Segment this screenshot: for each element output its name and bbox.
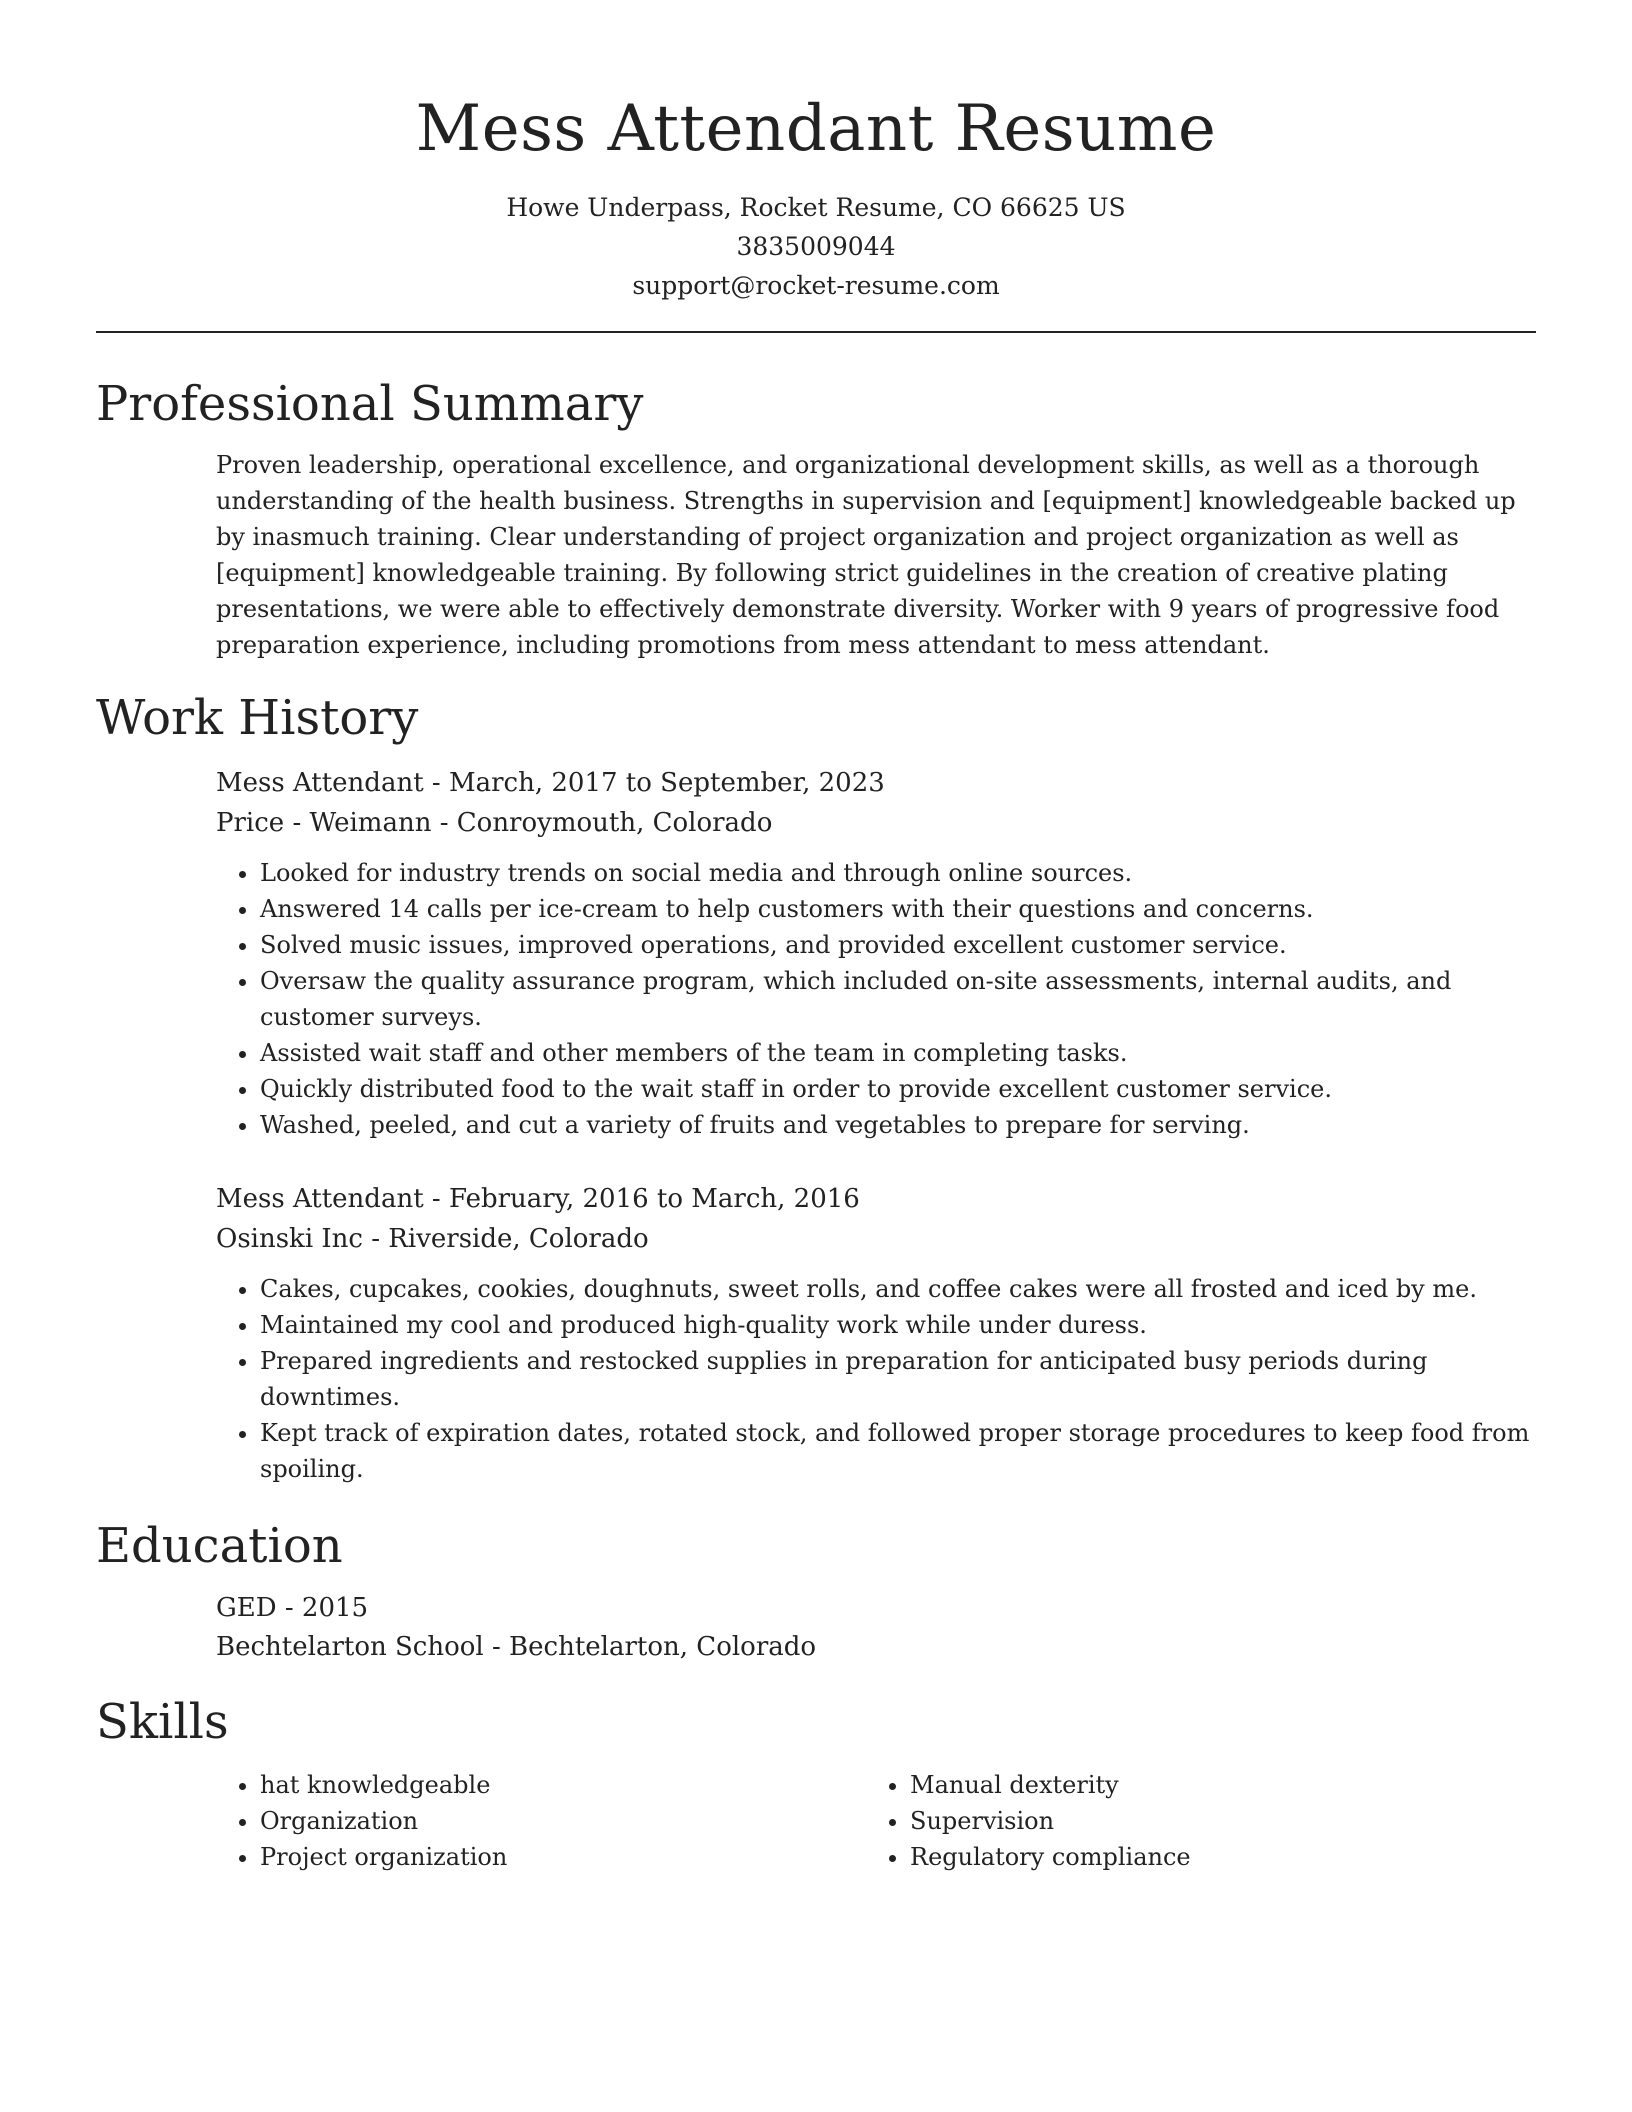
duty-item: • Kept track of expiration dates, rotated stock, and followed proper storage procedures to keep food from spoiling. xyxy=(260,1415,1536,1487)
skills-list xyxy=(866,1767,1516,1875)
contact-phone: 3835009044 xyxy=(736,232,896,261)
skills-grid xyxy=(216,1767,1536,1875)
skill-item: • hat knowledgeable xyxy=(260,1767,866,1803)
header-divider xyxy=(96,331,1536,333)
job-company-line xyxy=(216,1219,1536,1259)
school-line xyxy=(216,1628,1536,1667)
summary-heading: Professional Summary xyxy=(96,376,644,432)
duty-item: • Maintained my cool and produced high-quality work while under duress. xyxy=(260,1307,1536,1343)
resume-title: Mess Attendant Resume xyxy=(415,92,1217,166)
job-role: Mess Attendant xyxy=(216,1184,424,1214)
job-company: Price - Weimann xyxy=(216,808,432,838)
education-entry xyxy=(216,1589,1536,1667)
summary-section xyxy=(96,373,1536,663)
school-location: - Bechtelarton, Colorado xyxy=(483,1632,817,1662)
duty-item: • Looked for industry trends on social media and through online sources. xyxy=(260,855,1536,891)
skills-list xyxy=(216,1767,866,1875)
job-title-line xyxy=(216,763,1536,803)
job-role: Mess Attendant xyxy=(216,768,424,798)
job-entry xyxy=(216,1179,1536,1487)
degree: GED xyxy=(216,1593,277,1623)
skill-item: • Supervision xyxy=(910,1803,1516,1839)
job-location: - Conroymouth, Colorado xyxy=(431,808,773,838)
skills-section xyxy=(96,1691,1536,1875)
duty-item: • Answered 14 calls per ice-cream to help customers with their questions and concerns. xyxy=(260,891,1536,927)
duty-item: • Quickly distributed food to the wait staff in order to provide excellent customer service. xyxy=(260,1071,1536,1107)
graduation-year: - 2015 xyxy=(276,1593,369,1623)
job-location: - Riverside, Colorado xyxy=(362,1224,649,1254)
duty-item: • Oversaw the quality assurance program, which included on-site assessments, internal audits, and customer surveys. xyxy=(260,963,1536,1035)
duty-item: • Washed, peeled, and cut a variety of fruits and vegetables to prepare for serving. xyxy=(260,1107,1536,1143)
duty-item: • Cakes, cupcakes, cookies, doughnuts, sweet rolls, and coffee cakes were all frosted and iced by me. xyxy=(260,1271,1536,1307)
skill-item: • Regulatory compliance xyxy=(910,1839,1516,1875)
education-heading: Education xyxy=(96,1518,343,1574)
education-section xyxy=(96,1515,1536,1667)
resume-page xyxy=(96,0,1536,1875)
work-history-section xyxy=(96,687,1536,1487)
school-name: Bechtelarton School xyxy=(216,1632,484,1662)
work-history-heading: Work History xyxy=(96,690,419,746)
skill-item: • Project organization xyxy=(260,1839,866,1875)
summary-text: Proven leadership, operational excellence, and organizational development skills, as well as a thorough understanding of the health business. Strengths in supervision and [equipment] knowledgeable backed up by inasmuch training. Clear understanding of project organization and project organization as well as [equipment] knowledgeable training. By following strict guidelines in the creation of creative plating presentations, we were able to effectively demonstrate diversity. Worker with 9 years of progressive food preparation experience, including promotions from mess attendant to mess attendant. xyxy=(216,451,1516,659)
job-duties-list xyxy=(216,1271,1536,1487)
duty-item: • Prepared ingredients and restocked supplies in preparation for anticipated busy periods during downtimes. xyxy=(260,1343,1536,1415)
degree-line xyxy=(216,1589,1536,1628)
contact-info xyxy=(96,188,1536,305)
skill-item: • Manual dexterity xyxy=(910,1767,1516,1803)
resume-header xyxy=(96,0,1536,305)
job-dates: - February, 2016 to March, 2016 xyxy=(423,1184,860,1214)
skill-item: • Organization xyxy=(260,1803,866,1839)
contact-email: support@rocket-resume.com xyxy=(632,271,1000,300)
job-company: Osinski Inc xyxy=(216,1224,363,1254)
job-entry xyxy=(216,763,1536,1143)
skills-column-right xyxy=(866,1767,1516,1875)
skills-column-left xyxy=(216,1767,866,1875)
contact-address: Howe Underpass, Rocket Resume, CO 66625 US xyxy=(506,193,1126,222)
job-title-line xyxy=(216,1179,1536,1219)
job-duties-list xyxy=(216,855,1536,1143)
skills-heading: Skills xyxy=(96,1694,229,1750)
job-dates: - March, 2017 to September, 2023 xyxy=(423,768,885,798)
job-company-line xyxy=(216,803,1536,843)
duty-item: • Solved music issues, improved operations, and provided excellent customer service. xyxy=(260,927,1536,963)
duty-item: • Assisted wait staff and other members of the team in completing tasks. xyxy=(260,1035,1536,1071)
